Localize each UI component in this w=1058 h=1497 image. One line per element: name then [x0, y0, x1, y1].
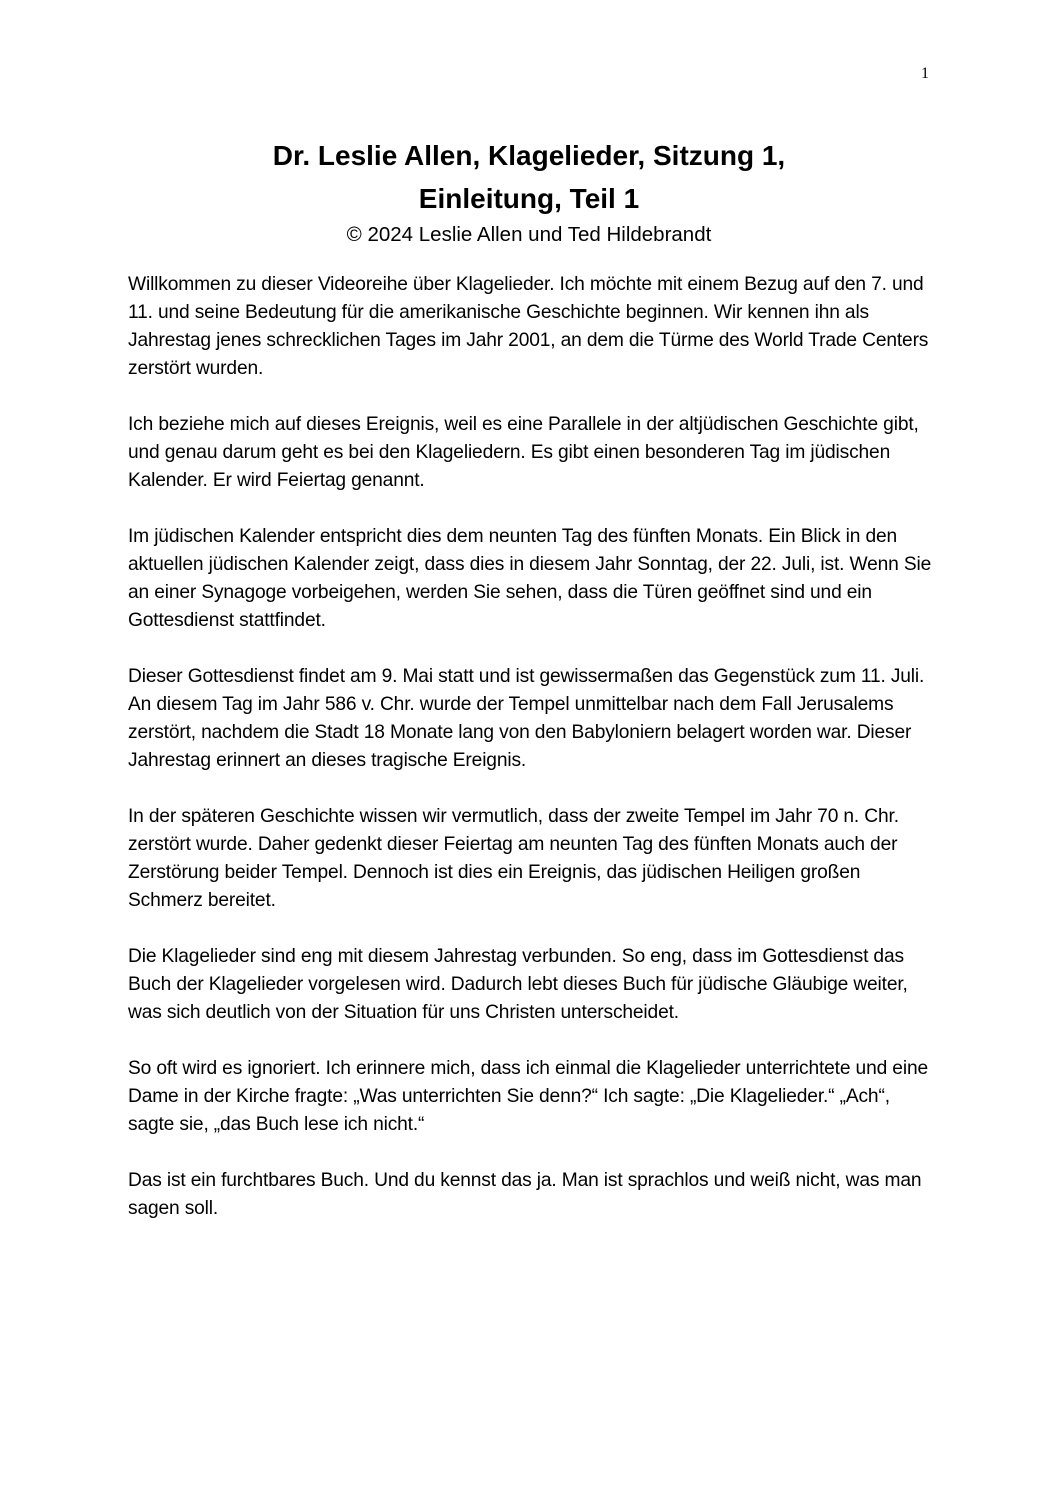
document-header [0, 134, 1058, 250]
paragraph: Das ist ein furchtbares Buch. Und du kennst das ja. Man ist sprachlos und weiß nicht, was man sagen soll. [128, 1170, 922, 1219]
paragraph: Im jüdischen Kalender entspricht dies dem neunten Tag des fünften Monats. Ein Blick in den aktuellen jüdischen Kalender zeigt, dass dies in diesem Jahr Sonntag, der 22. Juli, ist. Wenn Sie an einer Synagoge vorbeigehen, werden Sie sehen, dass die Türen geöffnet sind und ein Gottesdienst stattfindet. [128, 526, 932, 631]
document-title-line-1: Dr. Leslie Allen, Klagelieder, Sitzung 1, [272, 140, 786, 171]
paragraph: Ich beziehe mich auf dieses Ereignis, weil es eine Parallele in der altjüdischen Geschichte gibt, und genau darum geht es bei den Klageliedern. Es gibt einen besonderen Tag im jüdischen Kalender. Er wird Feiertag genannt. [128, 414, 919, 491]
paragraph: In der späteren Geschichte wissen wir vermutlich, dass der zweite Tempel im Jahr 70 n. Chr. zerstört wurde. Daher gedenkt dieser Feiertag am neunten Tag des fünften Monats auch der Zerstörung beider Tempel. Dennoch ist dies ein Ereignis, das jüdischen Heiligen großen Schmerz bereitet. [128, 806, 899, 911]
paragraph: Willkommen zu dieser Videoreihe über Klagelieder. Ich möchte mit einem Bezug auf den 7. und 11. und seine Bedeutung für die amerikanische Geschichte beginnen. Wir kennen ihn als Jahrestag jenes schrecklichen Tages im Jahr 2001, an dem die Türme des World Trade Centers zerstört wurden. [128, 274, 929, 379]
paragraph: Dieser Gottesdienst findet am 9. Mai statt und ist gewissermaßen das Gegenstück zum 11. Juli. An diesem Tag im Jahr 586 v. Chr. wurde der Tempel unmittelbar nach dem Fall Jerusalems zerstört, nachdem die Stadt 18 Monate lang von den Babyloniern belagert worden war. Dieser Jahrestag erinnert an dieses tragische Ereignis. [128, 666, 925, 771]
paragraph: So oft wird es ignoriert. Ich erinnere mich, dass ich einmal die Klagelieder unterrichtete und eine Dame in der Kirche fragte: „Was unterrichten Sie denn?“ Ich sagte: „Die Klagelieder.“ „Ach“, sagte sie, „das Buch lese ich nicht.“ [128, 1058, 928, 1135]
copyright-notice: © 2024 Leslie Allen und Ted Hildebrandt [346, 223, 712, 246]
page-number: 1 [921, 65, 929, 82]
document-body [128, 271, 940, 1251]
paragraph: Die Klagelieder sind eng mit diesem Jahrestag verbunden. So eng, dass im Gottesdienst das Buch der Klagelieder vorgelesen wird. Dadurch lebt dieses Buch für jüdische Gläubige weiter, was sich deutlich von der Situation für uns Christen unterscheidet. [128, 946, 908, 1023]
document-title-line-2: Einleitung, Teil 1 [418, 183, 640, 214]
